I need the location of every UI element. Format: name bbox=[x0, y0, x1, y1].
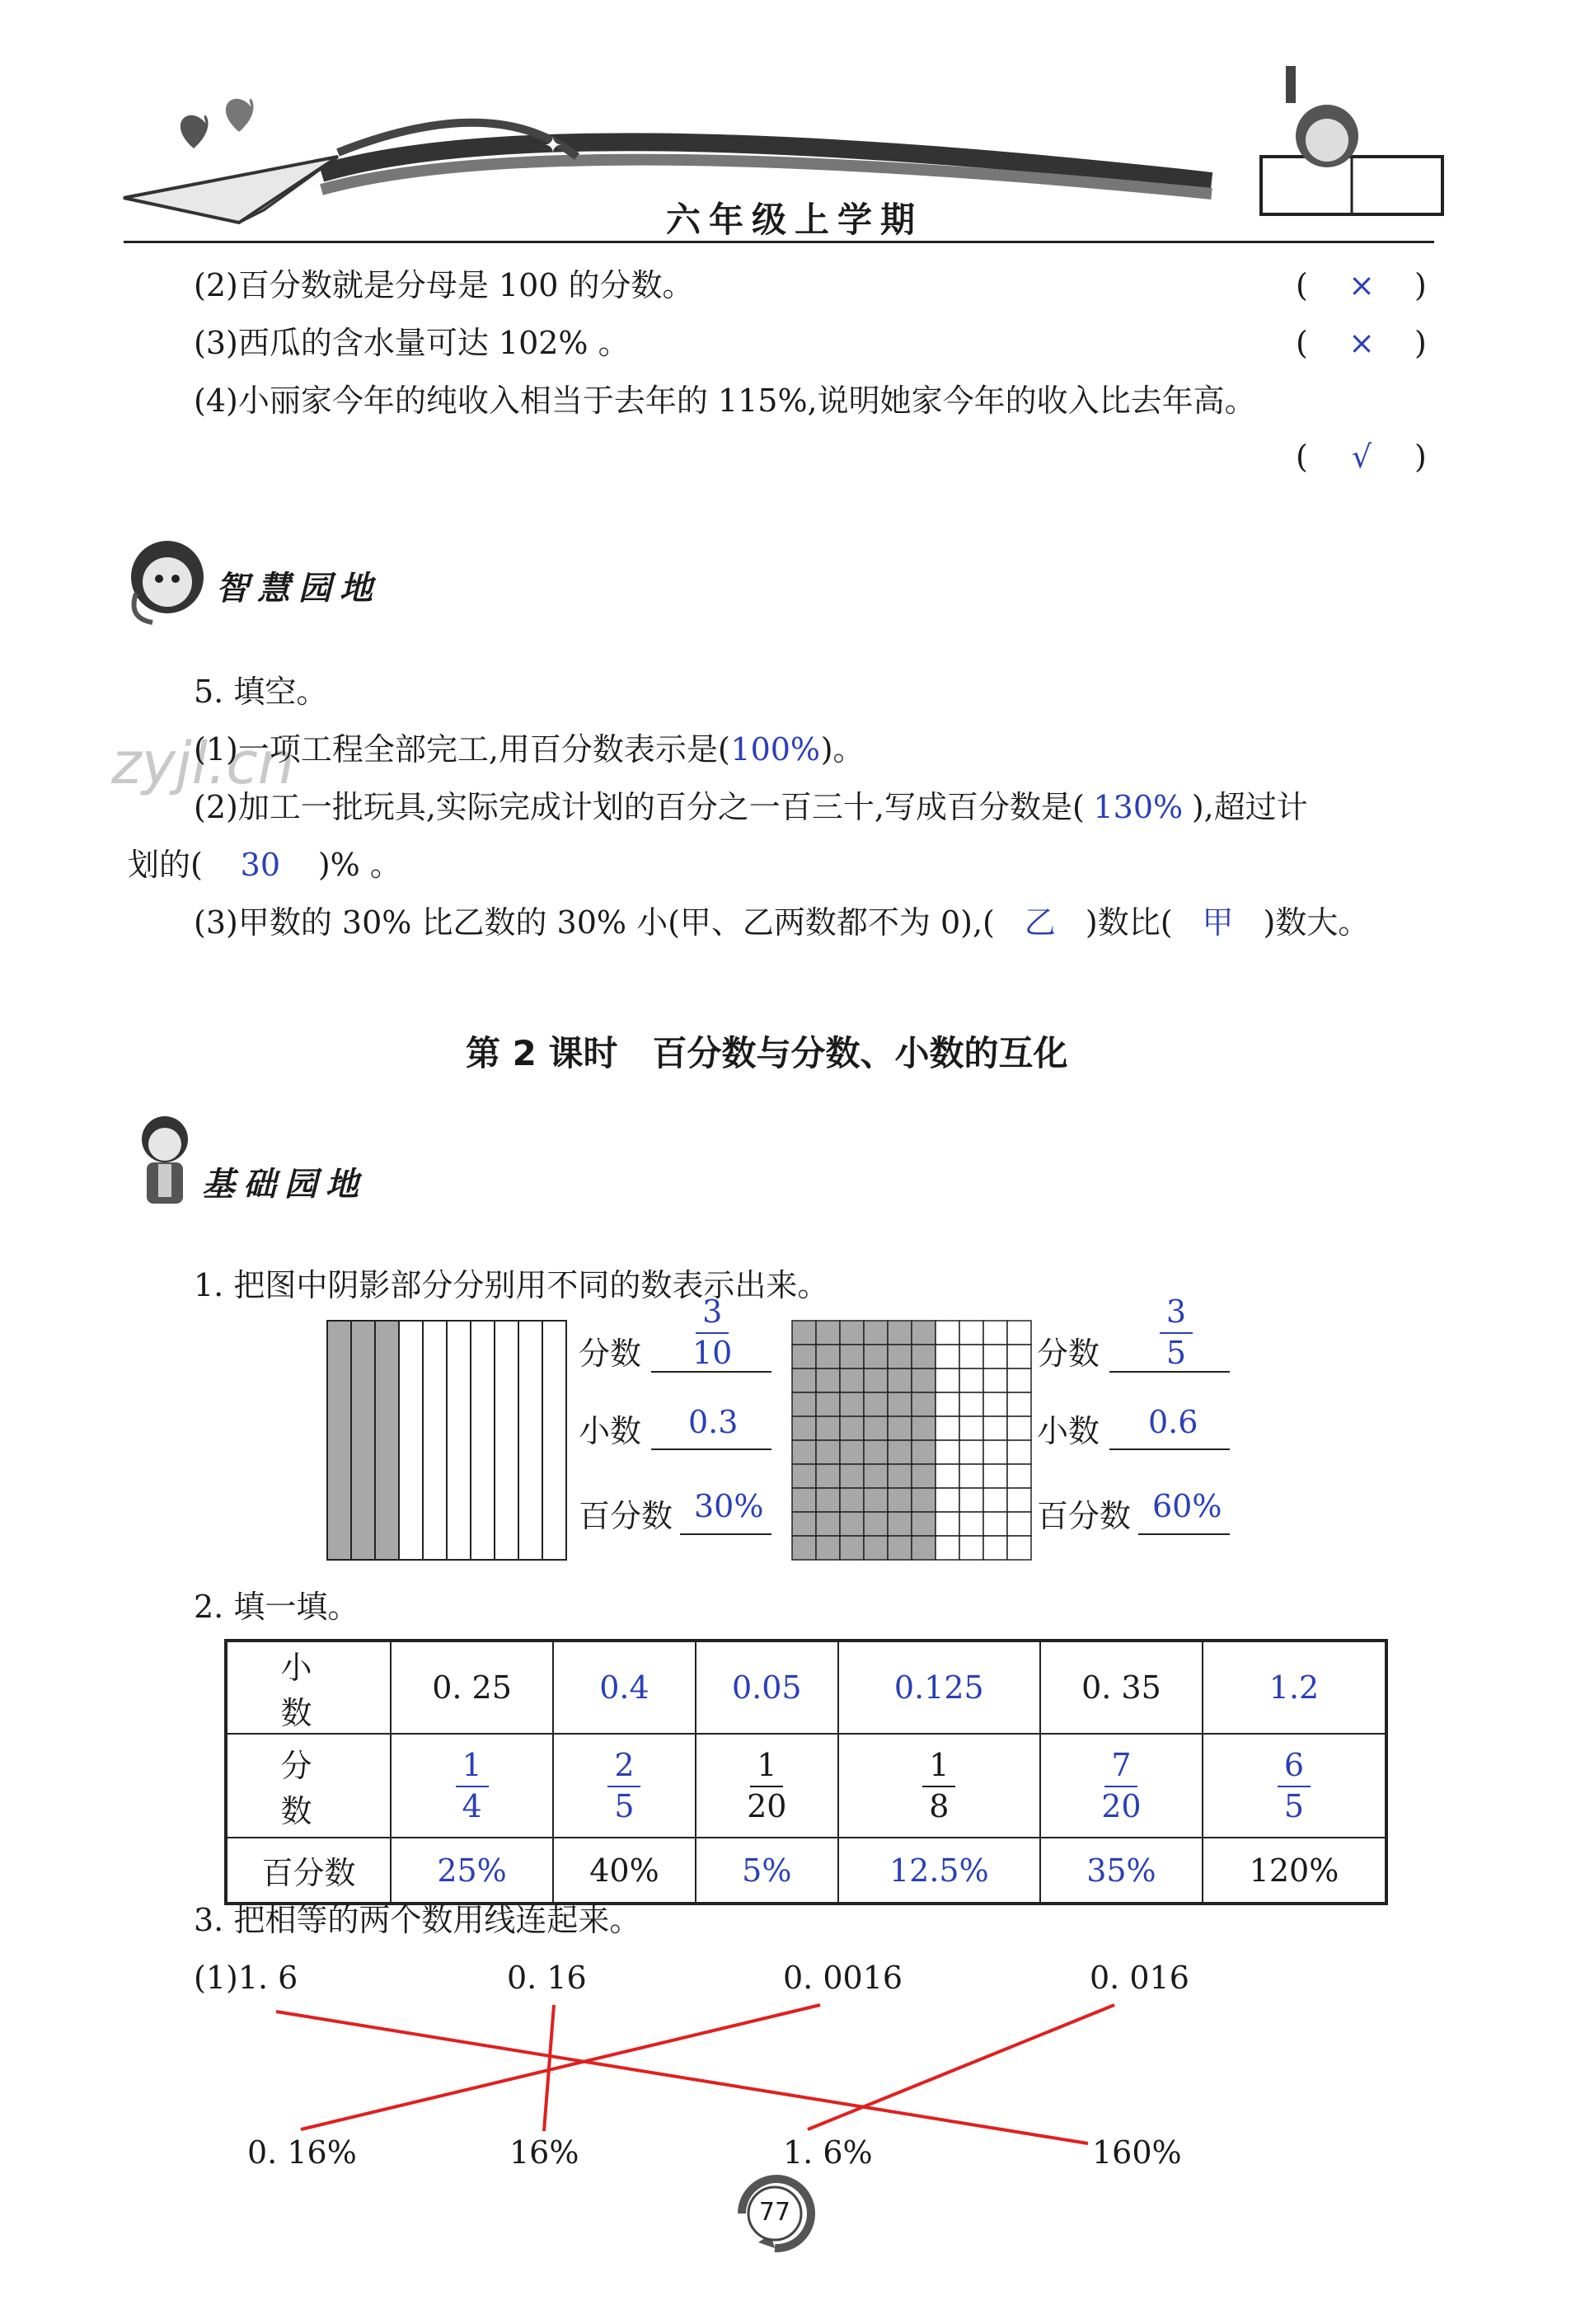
q1-right-decimal: 0.6 bbox=[1148, 1404, 1198, 1440]
numerator: 6 bbox=[1283, 1746, 1305, 1783]
q1-title: 1. 把图中阴影部分分别用不同的数表示出来。 bbox=[194, 1267, 829, 1303]
lesson-title: 第 2 课时 百分数与分数、小数的互化 bbox=[466, 1033, 1068, 1073]
denominator: 5 bbox=[614, 1787, 635, 1824]
denominator: 4 bbox=[462, 1787, 482, 1824]
judge-answer-2: × bbox=[1348, 267, 1375, 303]
denominator: 8 bbox=[929, 1787, 950, 1824]
judge-item-2: (2)百分数就是分母是 100 的分数。 bbox=[194, 267, 694, 303]
q5-part1-tail: )。 bbox=[820, 731, 865, 768]
paren-close: ) bbox=[1414, 439, 1427, 475]
denominator: 5 bbox=[1283, 1787, 1305, 1824]
table-cell: 0. 25 bbox=[391, 1641, 553, 1734]
q3-bottom-1: 0. 16% bbox=[247, 2134, 357, 2171]
q5-part2-cont-text: 划的( bbox=[128, 847, 203, 883]
row-label: 百分数 bbox=[226, 1838, 391, 1904]
basic-section-label: 基础园地 bbox=[202, 1166, 367, 1204]
paren-open: ( bbox=[1296, 325, 1308, 361]
table-cell-answer: 1.2 bbox=[1203, 1641, 1386, 1734]
numerator: 1 bbox=[929, 1746, 950, 1783]
numerator: 7 bbox=[1111, 1746, 1132, 1783]
q1-right-percent: 60% bbox=[1152, 1488, 1222, 1524]
judge-answer-4: √ bbox=[1351, 439, 1372, 475]
q5-part3-tail: )数大。 bbox=[1263, 904, 1370, 941]
table-cell: 120% bbox=[1203, 1838, 1386, 1904]
q1-left-decimal: 0.3 bbox=[688, 1404, 739, 1440]
denominator: 20 bbox=[1101, 1787, 1142, 1824]
q1-left-numerator: 3 bbox=[702, 1293, 723, 1330]
match-line-0.016-1.6% bbox=[808, 2005, 1114, 2129]
q1-left-percent: 30% bbox=[694, 1488, 764, 1524]
q5-answer-4: 乙 bbox=[1024, 904, 1056, 941]
judge-answer-3: × bbox=[1348, 325, 1375, 361]
table-cell-answer: 12.5% bbox=[838, 1838, 1040, 1904]
q1-right-numerator: 3 bbox=[1165, 1293, 1187, 1330]
q3-top-1: (1)1. 6 bbox=[194, 1960, 298, 1996]
svg-text:✦: ✦ bbox=[997, 121, 1015, 146]
judge-item-3: (3)西瓜的含水量可达 102% 。 bbox=[194, 325, 630, 361]
q1-left-denominator: 10 bbox=[692, 1334, 733, 1371]
q1-left-fraction-label: 分数 bbox=[579, 1336, 642, 1372]
grade-title: 六年级上学期 bbox=[666, 200, 924, 240]
table-cell: 40% bbox=[553, 1838, 696, 1904]
q5-part2-cont-tail: )% 。 bbox=[317, 847, 401, 883]
paren-close: ) bbox=[1414, 267, 1427, 303]
denominator: 20 bbox=[747, 1787, 787, 1824]
q3-bottom-4: 160% bbox=[1092, 2134, 1182, 2171]
paren-open: ( bbox=[1296, 439, 1308, 475]
wisdom-section-label: 智慧园地 bbox=[216, 570, 381, 608]
table-cell-answer: 35% bbox=[1040, 1838, 1203, 1904]
q1-right-decimal-label: 小数 bbox=[1037, 1413, 1100, 1449]
numerator: 1 bbox=[462, 1746, 482, 1783]
paren-open: ( bbox=[1296, 267, 1308, 303]
match-line-1.6-160% bbox=[276, 2012, 1088, 2143]
watermark: zyjl.cn bbox=[111, 730, 295, 797]
q1-left-decimal-label: 小数 bbox=[579, 1413, 642, 1449]
q3-top-2: 0. 16 bbox=[507, 1960, 587, 1996]
q2-title: 2. 填一填。 bbox=[194, 1589, 359, 1625]
q5-title: 5. 填空。 bbox=[194, 674, 328, 710]
paren-close: ) bbox=[1414, 325, 1427, 361]
judge-item-4: (4)小丽家今年的纯收入相当于去年的 115%,说明她家今年的收入比去年高。 bbox=[194, 383, 1256, 419]
table-cell-answer: 0.05 bbox=[696, 1641, 838, 1734]
table-cell-answer: 0.125 bbox=[838, 1641, 1040, 1734]
q1-right-denominator: 5 bbox=[1165, 1334, 1187, 1371]
q1-right-fraction-label: 分数 bbox=[1037, 1336, 1100, 1372]
q5-answer-1: 100% bbox=[730, 731, 821, 768]
q1-left-percent-label: 百分数 bbox=[579, 1498, 673, 1534]
q5-part3-mid: )数比( bbox=[1085, 904, 1173, 941]
q5-answer-5: 甲 bbox=[1202, 904, 1234, 941]
q1-right-percent-label: 百分数 bbox=[1037, 1498, 1132, 1534]
q3-bottom-3: 1. 6% bbox=[783, 2134, 873, 2171]
q3-bottom-2: 16% bbox=[509, 2134, 579, 2171]
row-label: 分 数 bbox=[226, 1734, 391, 1838]
table-cell: 0. 35 bbox=[1040, 1641, 1203, 1734]
q5-part3-text: (3)甲数的 30% 比乙数的 30% 小(甲、乙两数都不为 0),( bbox=[194, 904, 995, 941]
q3-title: 3. 把相等的两个数用线连起来。 bbox=[194, 1902, 641, 1938]
q5-part2-text: (2)加工一批玩具,实际完成计划的百分之一百三十,写成百分数是( bbox=[194, 789, 1085, 825]
q5-answer-3: 30 bbox=[240, 847, 280, 883]
page-number: 77 bbox=[758, 2198, 791, 2227]
q3-top-3: 0. 0016 bbox=[783, 1960, 903, 1996]
q5-answer-2: 130% bbox=[1093, 789, 1184, 825]
table-cell-answer: 0.4 bbox=[553, 1641, 696, 1734]
svg-text:✦: ✦ bbox=[544, 134, 562, 158]
row-label: 小 数 bbox=[226, 1641, 391, 1734]
table-cell-answer: 25% bbox=[391, 1838, 553, 1904]
match-line-0.0016-0.16% bbox=[301, 2005, 820, 2129]
q5-part2-tail: ),超过计 bbox=[1191, 789, 1308, 825]
numerator: 1 bbox=[757, 1746, 777, 1783]
table-cell-answer: 5% bbox=[696, 1838, 838, 1904]
q3-top-4: 0. 016 bbox=[1090, 1960, 1189, 1996]
q5-part1-text: (1)一项工程全部完工,用百分数表示是( bbox=[194, 731, 730, 768]
numerator: 2 bbox=[614, 1746, 635, 1783]
